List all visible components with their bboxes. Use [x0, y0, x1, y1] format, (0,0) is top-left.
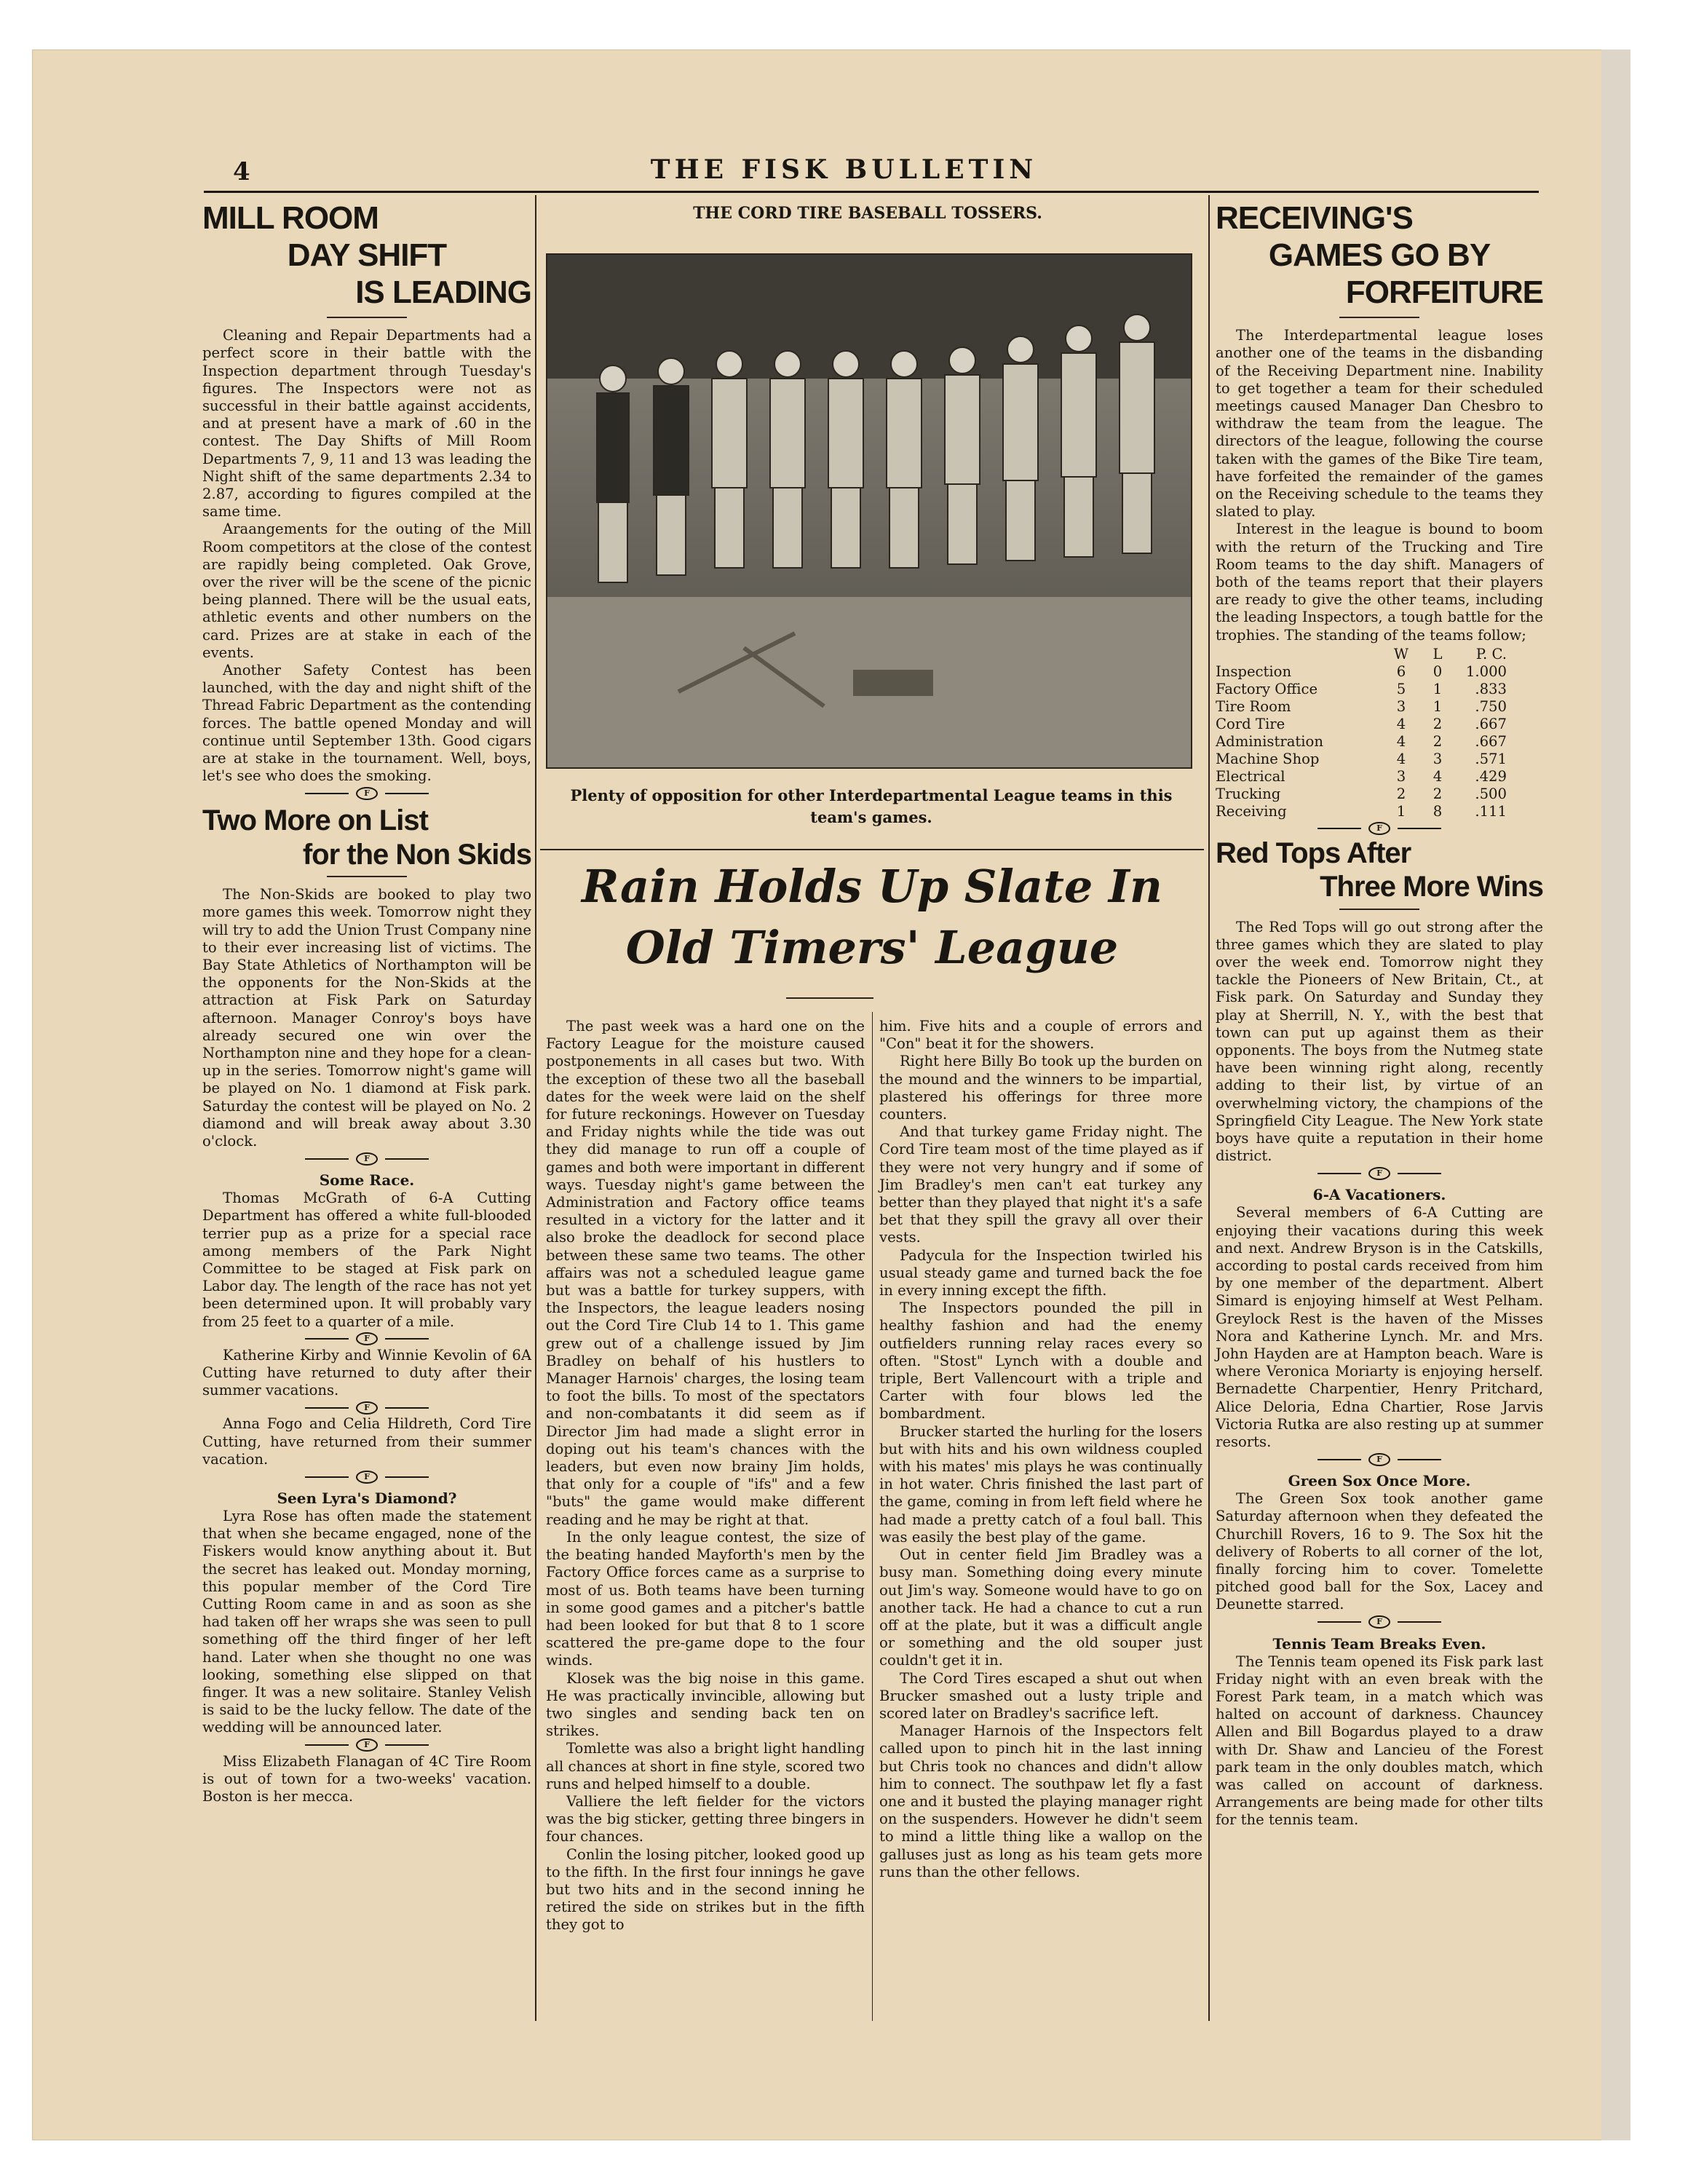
team-pct: .667	[1475, 732, 1507, 750]
standings-row	[1216, 681, 1507, 698]
headline-line: for the Non Skids	[302, 838, 531, 871]
some-race-article	[202, 1190, 531, 1331]
header-l: L	[1433, 645, 1443, 662]
photo-caption: Plenty of opposition for other Interdepartmental League teams in this team's games.	[570, 786, 1173, 826]
article-paragraph: The Non-Skids are booked to play two more games this week. Tomorrow night they will try to add the Union Trust Company nine to their ever increasing list of victims. The Bay State Athletics of Northampton will be the opponents for the Non-Skids at the attraction at Fisk Park on Saturday afternoon. Manager Conroy's boys have already secured one win over the Northampton nine and they hope for a clean-up in the series. Tomorrow night's game will be played on No. 1 diamond at Fisk park. Saturday the contest will be played on No. 2 diamond and will break away about 3.30 o'clock.	[202, 886, 531, 1150]
article-paragraph: him. Five hits and a couple of errors and "Con" beat it for the showers.	[879, 1018, 1202, 1053]
team-photograph	[546, 253, 1192, 769]
article-paragraph: Brucker started the hurling for the losers but with hits and his own wildness coupled with his mates' mis plays he was continually in hot water. Chris finished the last part of the game, coming in from left field where he had made a pretty catch of a foul ball. This was easily the best play of the game.	[879, 1423, 1202, 1546]
section-ornament: F	[1216, 820, 1543, 836]
article-paragraph: Araangements for the outing of the Mill Room competitors at the close of the contest are rapidly being completed. Oak Grove, over the river will be the scene of the picnic being planned. There will be the usual eats, athletic events and other numbers on the card. Prizes are at stake in each of the events.	[202, 521, 531, 661]
team-losses: 2	[1433, 715, 1443, 732]
standings-row	[1216, 716, 1507, 733]
team-name: Administration	[1216, 732, 1323, 750]
headline-line: GAMES GO BY	[1268, 237, 1491, 274]
headline-line: DAY SHIFT	[287, 237, 447, 274]
headline-divider	[1339, 317, 1419, 318]
headline-divider	[1339, 909, 1419, 910]
standings-row	[1216, 663, 1507, 681]
team-wins: 6	[1396, 662, 1406, 680]
lyra-title: Seen Lyra's Diamond?	[277, 1489, 457, 1508]
tennis-title: Tennis Team Breaks Even.	[1272, 1634, 1486, 1653]
article-paragraph: The past week was a hard one on the Factory League for the moisture caused postponements in all cases but two. With the exception of these two all the baseball dates for the week were laid on the shelf for future reckonings. However on Tuesday and Friday nights while the tide was out they did manage to run off a couple of games and both were important in different ways. Tuesday night's game between the Administration and Factory office teams resulted in a victory for the latter and it also broke the deadlock for second place between these same two teams. The other affairs was not a scheduled league game but was a battle for turkey suppers, with the Inspectors, the league leaders nosing out the Cord Tire Club 14 to 1. This game grew out of a challenge issued by Jim Bradley on behalf of his hustlers to Manager Harnois' charges, the losing team to foot the bills. To most of the spectators and non-combatants it did seem as if Director Jim had made a slight error in doping out his team's chances with the leaders, but even now brainy Jim holds, that only for a couple of "ifs" and a few "buts" the game would make different reading and he may be right at that.	[546, 1018, 865, 1528]
page-edge	[1601, 50, 1630, 2140]
headline-line: Rain Holds Up Slate In	[582, 860, 1162, 913]
headline-divider	[786, 997, 873, 999]
article-paragraph: Klosek was the big noise in this game. He was practically invincible, allowing but two singles and sending back ten on strikes.	[546, 1669, 865, 1740]
headline-line: RECEIVING'S	[1216, 200, 1413, 236]
fogo-note	[202, 1415, 531, 1468]
kirby-note	[202, 1347, 531, 1400]
red-tops-article	[1216, 919, 1543, 1166]
section-ornament: F	[202, 1331, 531, 1347]
masthead-rule	[204, 191, 1539, 193]
some-race-title: Some Race.	[319, 1171, 415, 1190]
article-paragraph: The Interdepartmental league loses another one of the teams in the disbanding of the Receiving Department nine. Inability to get together a team for their scheduled meetings caused Manager Dan Chesbro to withdraw the team from the league. The directors of the league, following the course taken with the games of the Bike Tire team, have forfeited the remainder of the games on the Receiving schedule to the teams they slated to play.	[1216, 327, 1543, 521]
headline-line: Three More Wins	[1320, 871, 1543, 903]
article-paragraph: Katherine Kirby and Winnie Kevolin of 6A Cutting have returned to duty after their summer vacations.	[202, 1346, 531, 1399]
standings-table	[1216, 646, 1507, 820]
team-wins: 3	[1396, 697, 1406, 715]
rain-article-col1	[546, 1018, 865, 1934]
right-column	[1216, 199, 1543, 1829]
header-pc: P. C.	[1475, 645, 1507, 662]
headline-line: FORFEITURE	[1345, 274, 1543, 311]
team-pct: .667	[1475, 715, 1507, 732]
team-pct: .833	[1475, 680, 1507, 697]
article-paragraph: Right here Billy Bo took up the burden on the mound and the winners to be impartial, plastered his offerings for three more counters.	[879, 1053, 1202, 1123]
section-ornament: F	[202, 1150, 531, 1166]
team-losses: 0	[1433, 662, 1443, 680]
section-ornament: F	[202, 1399, 531, 1415]
headline-divider	[327, 876, 407, 877]
column-rule-left	[535, 195, 536, 2021]
article-paragraph: Anna Fogo and Celia Hildreth, Cord Tire Cutting, have returned from their summer vacation.	[202, 1415, 531, 1468]
article-paragraph: Several members of 6-A Cutting are enjoying their vacations during this week and next. Andrew Bryson is in the Catskills, according to postal cards received from him by one member of the department. Albert Simard is enjoying himself at West Pelham. Greylock Rest is the haven of the Misses Nora and Katherine Lynch. Mr. and Mrs. John Hayden are at Hampton beach. Ware is where Veronica Moriarty is enjoying herself. Bernadette Charpentier, Henry Pritchard, Alice Deloria, Edna Chartier, Rose Jarvis Victoria Rutka are also resting up at summer resorts.	[1216, 1204, 1543, 1451]
mill-room-headline	[202, 199, 531, 311]
article-paragraph: The Red Tops will go out strong after the three games which they are slated to play over the week end. Tomorrow night they tackle the Pioneers of New Britain, Ct., at Fisk park. On Saturday and Sunday they play at Sherrill, N. Y., with the best that town can put up against them as their opponents. The boys from the Nutmeg state have been winning right along, recently adding to their list, by virtue of an overwhelming victory, the champions of the Springfield City League. The New York state boys have quite a reputation in their home district.	[1216, 918, 1543, 1165]
caption-divider	[540, 849, 1204, 850]
team-name: Electrical	[1216, 767, 1285, 785]
team-wins: 1	[1396, 802, 1406, 820]
article-paragraph: The Inspectors pounded the pill in healthy fashion and had the enemy outfielders running relay races every so often. "Stost" Lynch with a double and triple, Bert Vallencourt with a triple and Carter with four blows led the bombardment.	[879, 1299, 1202, 1423]
center-column-divider	[872, 1012, 873, 2021]
article-paragraph: The Cord Tires escaped a shut out when Brucker smashed out a lusty triple and scored later on Bradley's sacrifice left.	[879, 1669, 1202, 1722]
team-name: Factory Office	[1216, 680, 1318, 697]
green-sox-article	[1216, 1490, 1543, 1613]
article-paragraph: Manager Harnois of the Inspectors felt called upon to pinch hit in the last inning but Chris took no chances and didn't allow him to connect. The southpaw let fly a fast one and it busted the playing manager right on the suspenders. However he didn't seem to mind a little thing like a wallop on the galluses just as long as his team gets more runs than the other fellows.	[879, 1722, 1202, 1880]
header-w: W	[1393, 645, 1409, 662]
article-paragraph: Lyra Rose has often made the statement that when she became engaged, none of the Fiskers would know anything about it. But the secret has leaked out. Monday morning, this popular member of the Cord Tire Cutting Room came in and as soon as she had taken off her wraps she was seen to pull something off the third finger of her left hand. Later when she thought no one was looking, something else slipped on that finger. It was a new solitaire. Stanley Velish is said to be the lucky fellow. The date of the wedding will be announced later.	[202, 1508, 531, 1736]
team-pct: .500	[1475, 785, 1507, 802]
section-ornament: F	[202, 1468, 531, 1484]
team-name: Tire Room	[1216, 697, 1291, 715]
article-paragraph: Padycula for the Inspection twirled his usual steady game and turned back the foe in every inning except the fifth.	[879, 1246, 1202, 1299]
team-name: Machine Shop	[1216, 750, 1320, 767]
team-name: Trucking	[1216, 785, 1281, 802]
headline-line: Two More on List	[202, 804, 428, 837]
section-ornament: F	[202, 785, 531, 801]
standings-row	[1216, 803, 1507, 820]
team-wins: 2	[1396, 785, 1406, 802]
article-paragraph: Interest in the league is bound to boom with the return of the Trucking and Tire Room teams to the day shift. Managers of both of the teams report that their players are ready to give the other teams, including the leading Inspectors, a tough battle for the trophies. The standing of the teams follow;	[1216, 521, 1543, 644]
masthead-title: THE FISK BULLETIN	[650, 154, 1038, 185]
team-losses: 1	[1433, 680, 1443, 697]
headline-line: MILL ROOM	[202, 200, 379, 236]
headline-line: Red Tops After	[1216, 836, 1411, 869]
section-ornament: F	[1216, 1614, 1543, 1630]
article-paragraph: Out in center field Jim Bradley was a busy man. Something doing every minute out Jim's way. Someone would have to go on another tack. He had a chance to cut a run off at the plate, but it was a difficult angle or something and the old souper just couldn't get it in.	[879, 1546, 1202, 1669]
green-sox-title: Green Sox Once More.	[1288, 1472, 1471, 1490]
article-paragraph: Another Safety Contest has been launched, with the day and night shift of the Thread Fabric Department as the contending forces. The battle opened Monday and will continue until September 13th. Good cigars are at stake in the tournament. Well, boys, let's see who does the smoking.	[202, 661, 531, 785]
article-paragraph: Cleaning and Repair Departments had a perfect score in their battle with the Inspection department through Tuesday's figures. The Inspectors were not as successful in their battle against accidents, and at present have a mark of .60 in the contest. The Day Shifts of Mill Room Departments 7, 9, 11 and 13 was leading the Night shift of the same departments 2.34 to 2.87, according to figures compiled at the same time.	[202, 327, 531, 521]
standings-row	[1216, 786, 1507, 803]
article-paragraph: The Tennis team opened its Fisk park last Friday night with an even break with the Forest Park team, in a match which was halted on account of darkness. Chauncey Allen and Bill Bogardus played to a draw with Dr. Shaw and Lancieu of the Forest park team in the only doubles match, which was called on account of darkness. Arrangements are being made for other tilts for the tennis team.	[1216, 1653, 1543, 1829]
team-name: Inspection	[1216, 662, 1292, 680]
section-ornament: F	[1216, 1165, 1543, 1181]
section-ornament: F	[202, 1737, 531, 1753]
rain-holds-headline	[540, 856, 1204, 978]
receiving-article	[1216, 327, 1543, 644]
team-losses: 1	[1433, 697, 1443, 715]
article-paragraph: Conlin the losing pitcher, looked good up to the fifth. In the first four innings he gave but two hits and in the second inning he retired the side on strikes but in the fifth they got to	[546, 1845, 865, 1934]
standings-row	[1216, 751, 1507, 768]
article-paragraph: The Green Sox took another game Saturday afternoon when they defeated the Churchill Rovers, 16 to 9. The Sox hit the delivery of Roberts to all corner of the lot, finally forcing him to cover. Tomelette pitched good ball for the Sox, Lacey and Deunette starred.	[1216, 1490, 1543, 1613]
team-pct: .429	[1475, 767, 1507, 785]
red-tops-headline	[1216, 836, 1543, 904]
page-number: 4	[233, 157, 250, 186]
receiving-headline	[1216, 199, 1543, 311]
team-wins: 4	[1396, 732, 1406, 750]
rain-article-col2	[879, 1018, 1202, 1881]
headline-line: Old Timers' League	[625, 921, 1119, 974]
article-paragraph: Tomlette was also a bright light handling all chances at short in fine style, scored two runs and helped himself to a double.	[546, 1740, 865, 1792]
team-losses: 3	[1433, 750, 1443, 767]
mill-room-article	[202, 327, 531, 785]
team-losses: 2	[1433, 732, 1443, 750]
team-pct: .571	[1475, 750, 1507, 767]
headline-divider	[327, 317, 407, 318]
article-paragraph: Thomas McGrath of 6-A Cutting Department has offered a white full-blooded terrier pup as a prize for a special race among members of the Park Night Committee to be staged at Fisk park on Labor day. The length of the race has not yet been determined upon. It will probably vary from 25 feet to a quarter of a mile.	[202, 1190, 531, 1330]
baseball-team-photo-icon	[547, 255, 1191, 767]
team-pct: .750	[1475, 697, 1507, 715]
flanagan-note	[202, 1753, 531, 1806]
team-pct: 1.000	[1465, 662, 1507, 680]
article-paragraph: And that turkey game Friday night. The Cord Tire team most of the time played as if they were not very hungry and if some of Jim Bradley's men can't eat turkey any better than they played that night it's a safe bet that they spill the gravy all over their vests.	[879, 1123, 1202, 1246]
non-skids-article	[202, 886, 531, 1150]
article-paragraph: In the only league contest, the size of the beating handed Mayforth's men by the Factory Office forces came as a surprise to most of us. Both teams have been turning in some good games and a pitcher's battle had been looked for but that 8 to 1 score scattered the pre-game dope to the four winds.	[546, 1528, 865, 1669]
article-paragraph: Valliere the left fielder for the victors was the big sticker, getting three bingers in four chances.	[546, 1792, 865, 1845]
team-wins: 3	[1396, 767, 1406, 785]
section-ornament: F	[1216, 1451, 1543, 1467]
team-losses: 8	[1433, 802, 1443, 820]
standings-row	[1216, 733, 1507, 751]
team-wins: 5	[1396, 680, 1406, 697]
tennis-article	[1216, 1653, 1543, 1829]
standings-row	[1216, 698, 1507, 716]
standings-header-row	[1216, 646, 1507, 663]
team-name: Receiving	[1216, 802, 1287, 820]
photo-title: THE CORD TIRE BASEBALL TOSSERS.	[693, 204, 1042, 223]
column-rule-right	[1208, 195, 1210, 2021]
headline-line: IS LEADING	[355, 274, 531, 311]
left-column	[202, 199, 531, 1805]
team-losses: 4	[1433, 767, 1443, 785]
team-wins: 4	[1396, 750, 1406, 767]
vacationers-article	[1216, 1204, 1543, 1451]
lyra-article	[202, 1508, 531, 1737]
team-pct: .111	[1475, 802, 1507, 820]
team-wins: 4	[1396, 715, 1406, 732]
article-paragraph: Miss Elizabeth Flanagan of 4C Tire Room is out of town for a two-weeks' vacation. Boston is her mecca.	[202, 1752, 531, 1805]
non-skids-headline	[202, 804, 531, 871]
vacationers-title: 6-A Vacationers.	[1312, 1186, 1446, 1204]
team-losses: 2	[1433, 785, 1443, 802]
team-name: Cord Tire	[1216, 715, 1285, 732]
standings-row	[1216, 768, 1507, 786]
